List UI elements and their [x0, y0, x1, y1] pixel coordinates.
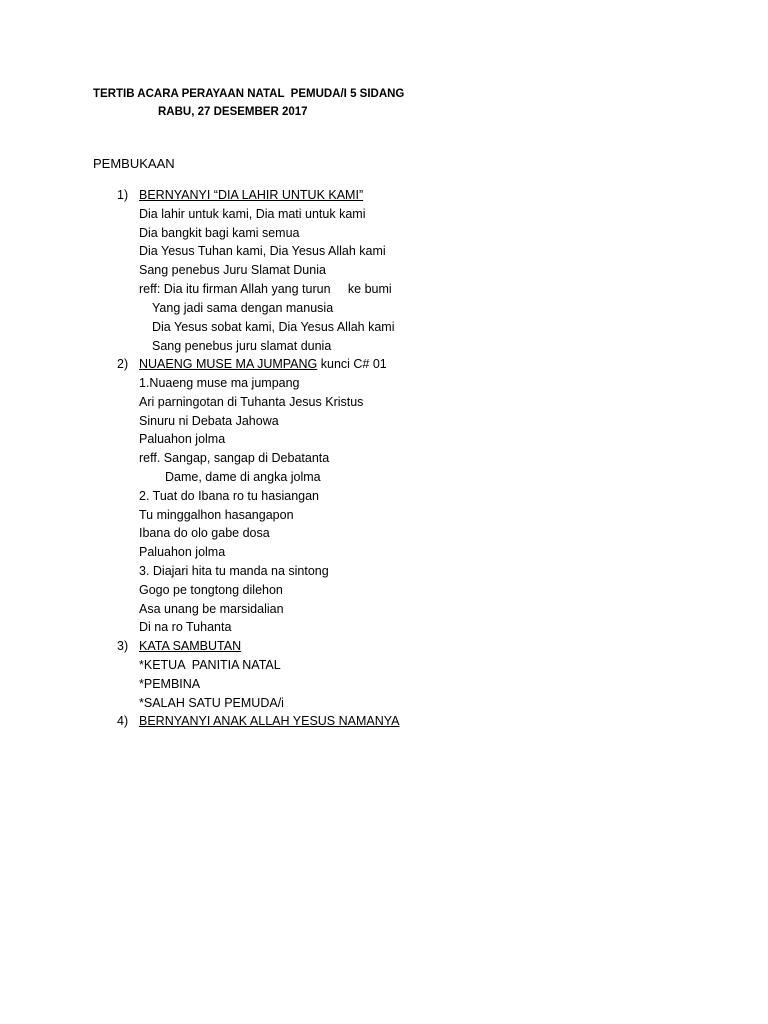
lyric-line: reff. Sangap, sangap di Debatanta	[139, 451, 330, 465]
lyric-line: Dia lahir untuk kami, Dia mati untuk kami	[139, 207, 366, 221]
item-number: 4)	[117, 714, 129, 728]
lyric-line: Sinuru ni Debata Jahowa	[139, 414, 279, 428]
lyric-line: Dia Yesus Tuhan kami, Dia Yesus Allah kami	[139, 244, 386, 258]
lyric-line: Dia bangkit bagi kami semua	[139, 226, 300, 240]
document-title: TERTIB ACARA PERAYAAN NATAL PEMUDA/I 5 SIDANG	[93, 88, 405, 100]
lyric-line: 2. Tuat do Ibana ro tu hasiangan	[139, 489, 319, 503]
speech-entry: *PEMBINA	[139, 677, 201, 691]
item-title: BERNYANYI “DIA LAHIR UNTUK KAMI”	[139, 188, 364, 202]
speech-entry: *SALAH SATU PEMUDA/i	[139, 696, 284, 710]
lyric-line: Ari parningotan di Tuhanta Jesus Kristus	[139, 395, 364, 409]
lyric-line: Asa unang be marsidalian	[139, 602, 284, 616]
item-title: NUAENG MUSE MA JUMPANG	[139, 357, 318, 371]
speech-entry: *KETUA PANITIA NATAL	[139, 658, 281, 672]
lyric-line: Di na ro Tuhanta	[139, 620, 232, 634]
lyric-line: Sang penebus Juru Slamat Dunia	[139, 263, 326, 277]
lyric-line: Dia Yesus sobat kami, Dia Yesus Allah kami	[152, 320, 395, 334]
lyric-line: Dame, dame di angka jolma	[165, 470, 321, 484]
lyric-line: Tu minggalhon hasangapon	[139, 508, 294, 522]
lyric-line: Paluahon jolma	[139, 432, 226, 446]
lyric-line: 3. Diajari hita tu manda na sintong	[139, 564, 329, 578]
lyric-line: Paluahon jolma	[139, 545, 226, 559]
lyric-line: 1.Nuaeng muse ma jumpang	[139, 376, 300, 390]
item-number: 1)	[117, 188, 129, 202]
document-date: RABU, 27 DESEMBER 2017	[158, 106, 308, 118]
lyric-line: Ibana do olo gabe dosa	[139, 526, 270, 540]
lyric-line: Sang penebus juru slamat dunia	[152, 339, 332, 353]
item-heading	[139, 358, 387, 371]
item-title: KATA SAMBUTAN	[139, 639, 242, 653]
lyric-line: Gogo pe tongtong dilehon	[139, 583, 283, 597]
item-number: 2)	[117, 357, 129, 371]
section-heading: PEMBUKAAN	[93, 156, 175, 171]
item-title-suffix: kunci C# 01	[317, 357, 387, 371]
lyric-line: reff: Dia itu firman Allah yang turun ke bumi	[139, 282, 392, 296]
item-number: 3)	[117, 639, 129, 653]
item-title: BERNYANYI ANAK ALLAH YESUS NAMANYA	[139, 714, 400, 728]
lyric-line: Yang jadi sama dengan manusia	[152, 301, 334, 315]
